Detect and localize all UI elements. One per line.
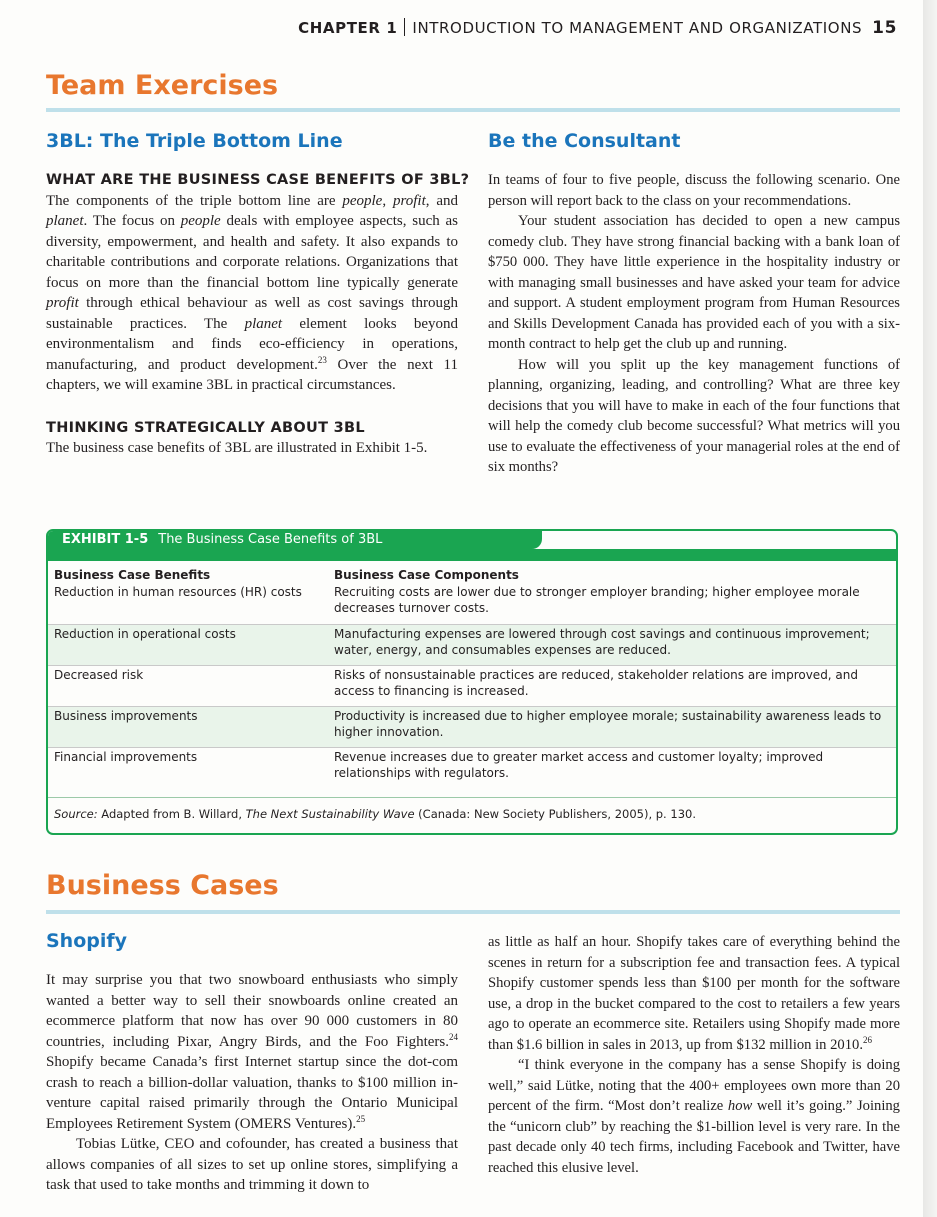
footnote-ref: 25	[356, 1113, 366, 1124]
column-header-benefits: Business Case Benefits	[54, 568, 211, 582]
question-heading-1: WHAT ARE THE BUSINESS CASE BENEFITS OF 3BL?	[46, 172, 470, 188]
table-row	[48, 747, 896, 788]
shopify-left-column	[46, 970, 458, 1196]
footnote-ref: 23	[317, 354, 327, 365]
benefit-cell: Reduction in operational costs	[54, 626, 236, 641]
component-cell: Manufacturing expenses are lowered through cost savings and continuous improvement; water, energy, and consumables expenses are reduced.	[334, 626, 870, 657]
benefit-cell: Reduction in human resources (HR) costs	[54, 585, 302, 599]
exhibit-table-header	[48, 565, 896, 583]
business-cases-title: Business Cases	[46, 870, 279, 901]
benefit-cell: Financial improvements	[54, 749, 198, 764]
shopify-paragraph-3: as little as half an hour. Shopify takes care of everything behind the scenes in return for a subscription fee and transaction fees. A typical Shopify customer spends less than $100 per month for the software use, a drop in the bucket compared to the cost to retailers a few years ago to operate an ecommerce site. Retailers using Shopify made more than $1.6 billion in sales in 2013, up from $132 million in 2010.26	[488, 934, 900, 1053]
exhibit-box	[46, 529, 898, 835]
page-number: 15	[872, 18, 897, 38]
column-header-components: Business Case Components	[334, 568, 519, 582]
consultant-column	[488, 170, 900, 478]
benefit-cell: Decreased risk	[54, 667, 144, 682]
footnote-ref: 24	[449, 1031, 458, 1042]
consultant-heading: Be the Consultant	[488, 130, 681, 152]
section-rule	[46, 108, 900, 112]
component-cell: Risks of nonsustainable practices are reduced, stakeholder relations are improved, and access to financing is increased.	[334, 667, 859, 698]
consultant-paragraph-3: How will you split up the key management functions of planning, organizing, leading, and controlling? What are three key decisions that you will have to make in each of the four functions that will help the comedy club become successful? What metrics will you use to evaluate the effectiveness of your managerial roles at the end of six months?	[488, 356, 900, 475]
3bl-heading: 3BL: The Triple Bottom Line	[46, 130, 343, 152]
consultant-paragraph-1: In teams of four to five people, discuss the following scenario. One person will report back to the class on your recommendations.	[488, 172, 900, 209]
team-exercises-title: Team Exercises	[46, 70, 279, 101]
consultant-paragraph-2: Your student association has decided to open a new campus comedy club. They have strong financial backing with a bank loan of $750 000. They have little experience in the hospitality industry or with managing small businesses and have asked your team for advice and support. A student employment program from Human Resources and Skills Development Canada has provided each of you with a six-month contract to help get the club up and running.	[488, 213, 900, 352]
table-row	[48, 665, 896, 706]
exhibit-header	[48, 531, 542, 549]
exhibit-table	[48, 565, 896, 788]
component-cell: Revenue increases due to greater market access and customer loyalty; improved relationships with regulators.	[334, 749, 824, 780]
benefit-cell: Business improvements	[54, 708, 198, 723]
footnote-ref: 26	[862, 1034, 872, 1045]
running-header	[298, 18, 897, 38]
exhibit-source: Source: Adapted from B. Willard, The Next Sustainability Wave (Canada: New Society Publishers, 2005), p. 130.	[48, 797, 896, 833]
component-cell: Productivity is increased due to higher employee morale; sustainability awareness leads to higher innovation.	[334, 708, 882, 739]
exhibit-label: EXHIBIT 1-5	[62, 532, 149, 547]
shopify-paragraph-2: Tobias Lütke, CEO and cofounder, has created a business that allows companies of all sizes to set up online stores, simplifying a task that used to take months and trimming it down to	[46, 1136, 458, 1193]
3bl-paragraph-1: The components of the triple bottom line are people, profit, and planet. The focus on people deals with employee aspects, such as diversity, empowerment, and health and safety. It also expands to charitable contributions and corporate relations. Organizations that focus on more than the financial bottom line typically generate profit through ethical behaviour as well as cost savings through sustainable practices. The planet element looks beyond environmentalism and finds eco-efficiency in operations, manufacturing, and product development.$^{23}$ Over the next 11 chapters, we will examine 3BL in practical circumstances.	[46, 192, 459, 393]
table-row	[48, 583, 896, 624]
exhibit-title: The Business Case Benefits of 3BL	[158, 532, 383, 547]
3bl-paragraph-2: The business case benefits of 3BL are illustrated in Exhibit 1-5.	[46, 440, 428, 456]
table-row	[48, 624, 896, 665]
chapter-title: INTRODUCTION TO MANAGEMENT AND ORGANIZATIONS	[412, 19, 863, 37]
shopify-paragraph-4: “I think everyone in the company has a sense Shopify is doing well,” said Lütke, noting that the 400+ employees own more than 20 percent of the firm. “Most don’t realize how well it’s going.” Joining the “unicorn club” by reaching the $1-billion level is very rare. In the past decade only 40 tech firms, including Facebook and Twitter, have reached this elusive level.	[488, 1057, 900, 1176]
section-rule	[46, 910, 900, 914]
chapter-label: CHAPTER 1	[298, 19, 398, 37]
table-row	[48, 706, 896, 747]
3bl-column	[46, 170, 470, 459]
page-edge-shadow	[923, 0, 937, 1217]
shopify-heading: Shopify	[46, 930, 128, 952]
question-heading-2: THINKING STRATEGICALLY ABOUT 3BL	[46, 419, 365, 436]
exhibit-band	[48, 549, 896, 561]
shopify-paragraph-1: It may surprise you that two snowboard enthusiasts who simply wanted a better way to sell their snowboards online created an ecommerce platform that now has over 90 000 customers in 80 countries, including Pixar, Angry Birds, and the Foo Fighters.$^{24}$ Shopify became Canada’s first Internet startup since the dot-com crash to reach a billion-dollar valuation, thanks to $100 million in-venture capital raised primarily through the Ontario Municipal Employees Retirement System (OMERS Ventures).$^{25}$	[46, 972, 458, 1132]
header-divider	[404, 18, 405, 36]
component-cell: Recruiting costs are lower due to stronger employer branding; higher employee morale decreases turnover costs.	[334, 585, 860, 615]
shopify-right-column	[488, 932, 900, 1178]
